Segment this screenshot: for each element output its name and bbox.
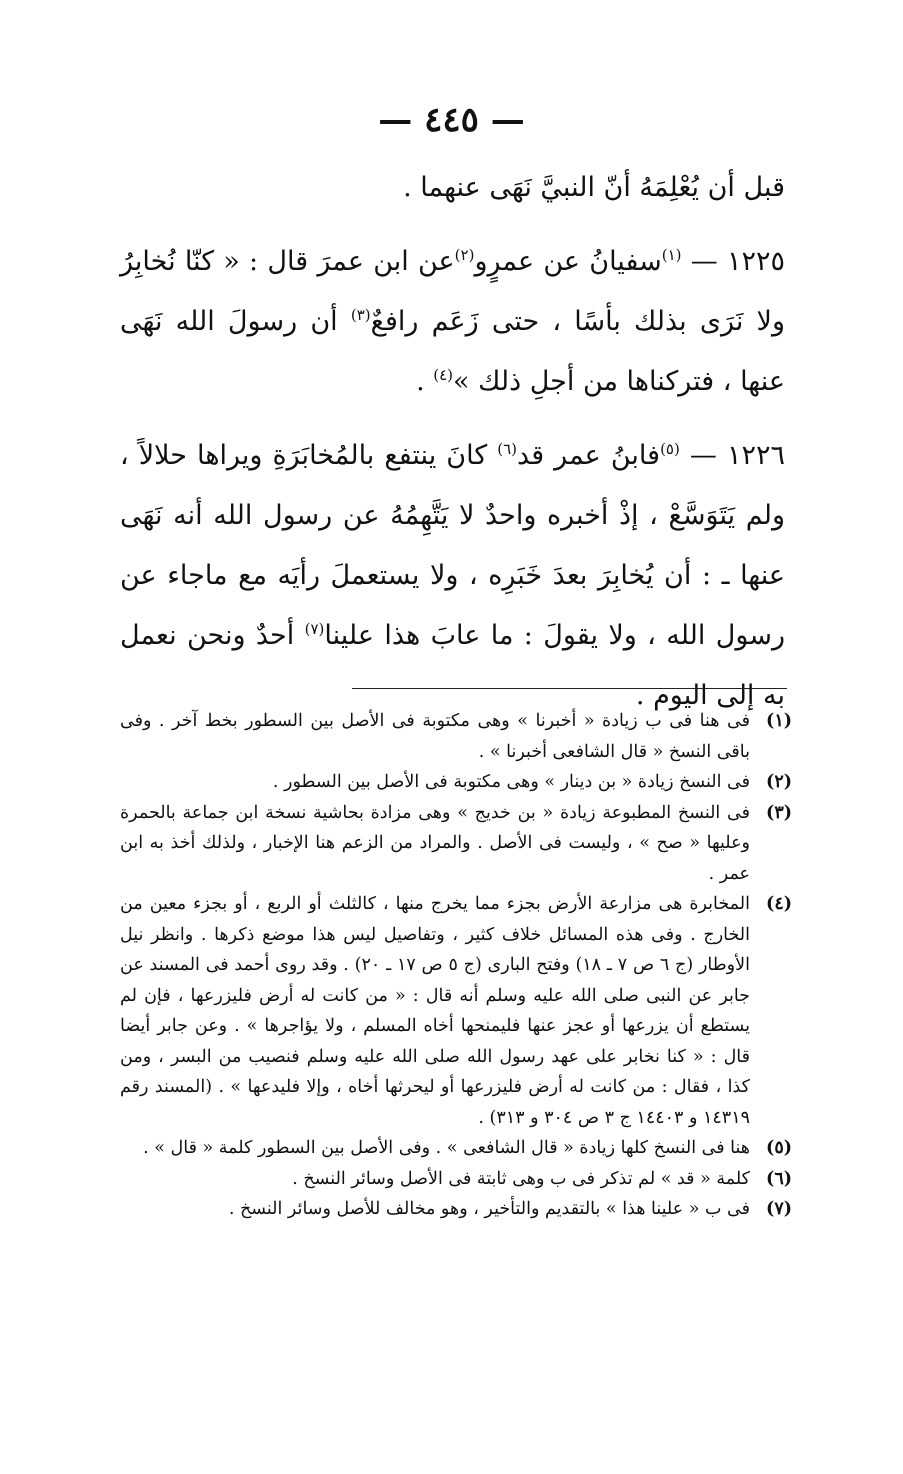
footnote-ref[interactable]: (٤) — [433, 366, 454, 384]
footnote-ref[interactable]: (٧) — [304, 620, 325, 638]
hadith-text: سفيانُ عن عمرٍو — [474, 246, 662, 277]
footnote-number: (٢) — [766, 772, 792, 792]
footnote-text: فى النسخ زيادة « بن دينار » وهى مكتوبة فى الأصل بين السطور . — [272, 772, 750, 792]
hadith-text: عن ابن عمرَ قال : « كنّا نُخابِرُ ولا نَرَى بذلك بأسًا ، حتى زَعَم رافعٌ — [120, 246, 785, 337]
footnote-text: كلمة « قد » لم تذكر فى ب وهى ثابتة فى الأصل وسائر النسخ . — [292, 1168, 750, 1189]
hadith-text: أحدٌ ونحن نعمل به إلى اليوم . — [120, 620, 785, 711]
hadith-text: أن رسولَ الله نَهَى عنها ، فتركناها من أجلِ ذلك » — [120, 306, 785, 397]
footnote-ref[interactable]: (٦) — [497, 440, 518, 458]
footnote-ref[interactable]: (١) — [661, 246, 682, 264]
footnote-number: (٥) — [766, 1138, 792, 1158]
footnote-1 — [120, 706, 792, 767]
hadith-number: ١٢٢٦ — — [689, 440, 785, 471]
footnote-ref[interactable]: (٣) — [350, 306, 371, 324]
footnote-number: (١) — [766, 711, 792, 731]
hadith-number: ١٢٢٥ — — [690, 246, 785, 277]
footnote-ref[interactable]: (٢) — [454, 246, 475, 264]
hadith-1226 — [120, 426, 785, 726]
hadith-text: فابنُ عمر قد — [517, 440, 661, 471]
footnote-text: فى ب « علينا هذا » بالتقديم والتأخير ، وهو مخالف للأصل وسائر النسخ . — [228, 1199, 750, 1219]
footnote-7 — [120, 1194, 792, 1225]
footnotes — [120, 706, 792, 1225]
footnote-text: فى النسخ المطبوعة زيادة « بن خديج » وهى مزادة بحاشية نسخة ابن جماعة بالحمرة وعليها « صح » ، وليست فى الأصل . والمراد من الزعم هنا الإخبار ، ولذلك أخذ به ابن عمر . — [120, 802, 750, 884]
footnote-number: (٣) — [766, 802, 792, 823]
footnote-5 — [120, 1133, 792, 1164]
footnote-4 — [120, 889, 792, 1133]
footnote-number: (٧) — [766, 1199, 792, 1219]
footnote-number: (٦) — [766, 1168, 792, 1189]
footnote-number: (٤) — [766, 894, 792, 914]
hadith-1225 — [120, 232, 785, 412]
main-text — [120, 158, 785, 726]
footnote-text: المخابرة هى مزارعة الأرض بجزء مما يخرج منها ، كالثلث أو الربع ، أو بجزء معين من الخارج . وفى هذه المسائل خلاف كثير ، وتفاصيل ليس هذا موضع ذكرها . وانظر نيل الأوطار (ج ٦ ص ٧ ـ ١٨) وفتح البارى (ج ٥ ص ١٧ ـ ٢٠) . وقد روى أحمد فى المسند عن جابر عن النبى صلى الله عليه وسلم أنه قال : « من كانت له أرض فليزرعها ، فإن لم يستطع أن يزرعها أو عجز عنها فليمنحها أخاه المسلم ، ولا يؤاجرها » . وعن جابر أيضا قال : « كنا نخابر على عهد رسول الله صلى الله عليه وسلم فنصيب من البسر ، ومن كذا ، فقال : من كانت له أرض فليزرعها أو ليحرثها أخاه ، وإلا فليدعها » . (المسند رقم ١٤٣١٩ و ١٤٤٠٣ ج ٣ ص ٣٠٤ و ٣١٣) . — [120, 894, 750, 1128]
footnote-2 — [120, 767, 792, 798]
hadith-text: كانَ ينتفع بالمُخابَرَةِ ويراها حلالاً ، ولم يَتَوَسَّعْ ، إذْ أخبره واحدٌ لا يَتَّهِمُهُ عن رسول الله أنه نَهَى عنها ـ : أن يُخابِرَ بعدَ خَبَرِه ، ولا يستعملَ رأيَه مع ماجاء عن رسول الله ، ولا يقولَ : ما عابَ هذا علينا — [120, 440, 785, 651]
hadith-text: . — [416, 366, 434, 397]
footnote-divider — [352, 688, 787, 689]
footnote-6 — [120, 1164, 792, 1195]
footnote-3 — [120, 798, 792, 890]
footnote-ref[interactable]: (٥) — [660, 440, 680, 458]
footnote-text: فى هنا فى ب زيادة « أخبرنا » وهى مكتوبة فى الأصل بين السطور بخط آخر . وفى باقى النسخ « قال الشافعى أخبرنا » . — [120, 711, 750, 762]
continuation-paragraph: قبل أن يُعْلِمَهُ أنّ النبيَّ نَهَى عنهما . — [403, 172, 785, 203]
footnote-text: هنا فى النسخ كلها زيادة « قال الشافعى » . وفى الأصل بين السطور كلمة « قال » . — [143, 1138, 750, 1158]
page-number: — ٤٤٥ — — [378, 100, 525, 140]
